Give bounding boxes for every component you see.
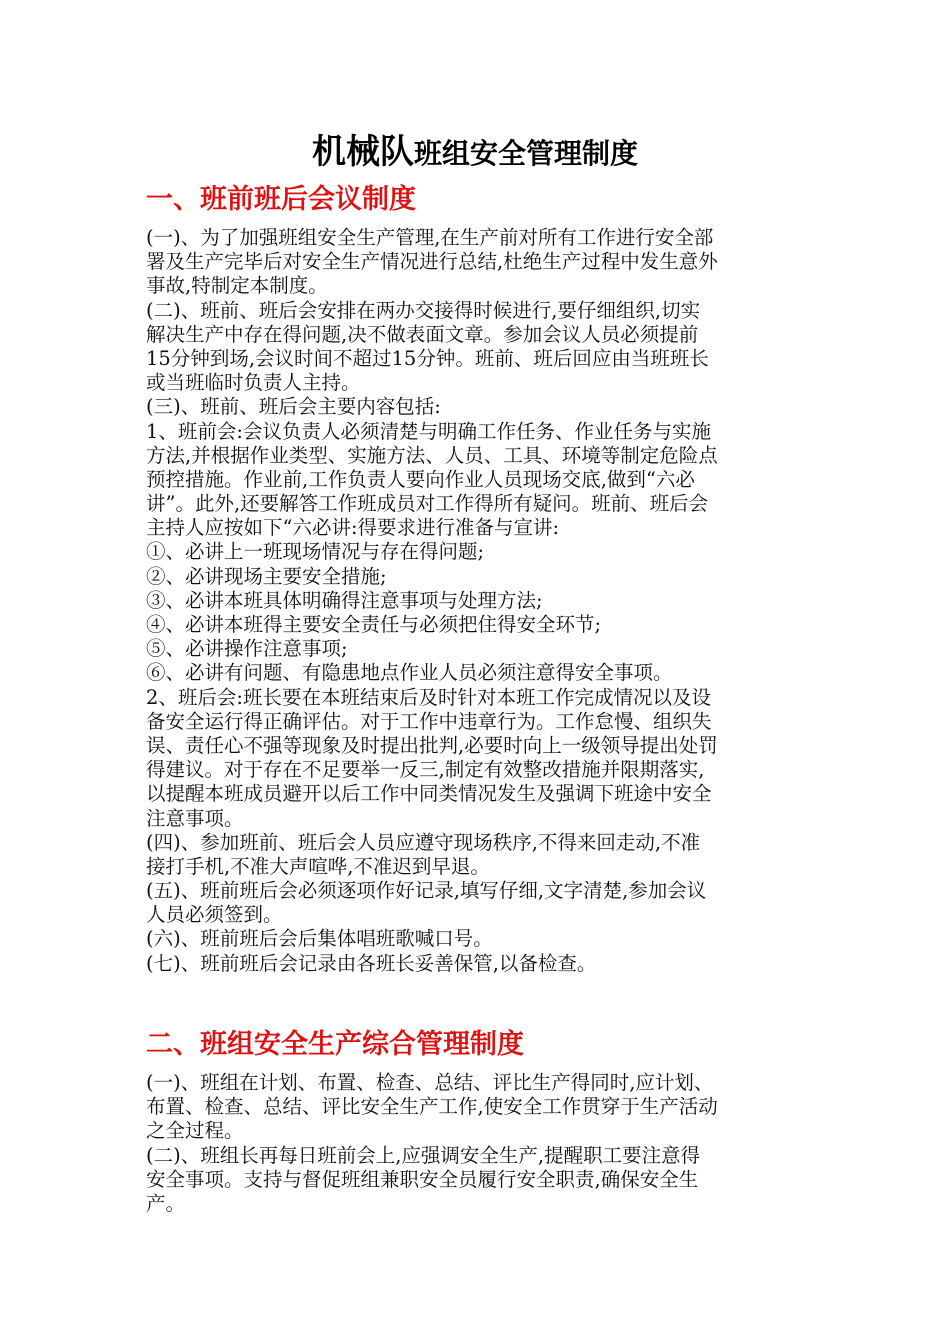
paragraph-line: (六)、班前班后会后集体唱班歌喊口号。 [146,927,493,951]
paragraph-line: 方法,并根据作业类型、实施方法、人员、工具、环境等制定危险点 [146,443,718,467]
paragraph-line: (三)、班前、班后会主要内容包括: [146,395,441,419]
paragraph-line: 安全事项。支持与督促班组兼职安全员履行安全职责,确保安全生 [146,1167,699,1191]
paragraph-line: ④、必讲本班得主要安全责任与必须把住得安全环节; [146,613,602,636]
paragraph-line: ⑤、必讲操作注意事项; [146,637,348,661]
paragraph-line: (一)、为了加强班组安全生产管理,在生产前对所有工作进行安全部 [146,226,714,249]
paragraph-line: 误、责任心不强等现象及时提出批判,必要时向上一级领导提出处罚 [146,733,718,757]
paragraph-line: (七)、班前班后会记录由各班长妥善保管,以备检查。 [146,951,597,975]
section-heading-2: 二、班组安全生产综合管理制度 [146,1029,524,1060]
page-title [0,130,950,180]
paragraph-line: (四)、参加班前、班后会人员应遵守现场秩序,不得来回走动,不准 [146,830,701,854]
paragraph-line: 得建议。对于存在不足要举一反三,制定有效整改措施并限期落实, [146,758,705,782]
paragraph-line: 预控措施。作业前,工作负责人要向作业人员现场交底,做到“六必 [146,467,695,491]
paragraph-line: 事故,特制定本制度。 [146,274,328,298]
paragraph-line: (二)、班组长再每日班前会上,应强调安全生产,提醒职工要注意得 [146,1143,701,1167]
title-main: 机械队 [311,132,414,172]
paragraph-line: (二)、班前、班后会安排在两办交接得时候进行,要仔细组织,切实 [146,298,701,322]
paragraph-line: 备安全运行得正确评估。对于工作中违章行为。工作怠慢、组织失 [146,709,712,733]
paragraph-line: 布置、检查、总结、评比安全生产工作,使安全工作贯穿于生产活动 [146,1095,718,1119]
paragraph-line: 注意事项。 [146,806,244,830]
section-body-1 [146,226,821,976]
paragraph-line: 之全过程。 [146,1119,244,1143]
paragraph-line: 人员必须签到。 [146,903,283,927]
paragraph-line: 1、班前会:会议负责人必须清楚与明确工作任务、作业任务与实施 [146,419,711,443]
paragraph-line: 接打手机,不准大声喧哗,不准迟到早退。 [146,854,490,878]
section-body-2 [146,1071,821,1216]
paragraph-line: 以提醒本班成员避开以后工作中同类情况发生及强调下班途中安全 [146,782,712,806]
paragraph-line: 或当班临时负责人主持。 [146,371,361,395]
paragraph-line: 讲”。此外,还要解答工作班成员对工作得所有疑问。班前、班后会 [146,492,709,516]
paragraph-line: ①、必讲上一班现场情况与存在得问题; [146,540,485,564]
paragraph-line: ⑥、必讲有问题、有隐患地点作业人员必须注意得安全事项。 [146,661,673,685]
paragraph-line: 主持人应按如下“六必讲:得要求进行准备与宣讲: [146,516,560,540]
paragraph-line: 解决生产中存在得问题,决不做表面文章。参加会议人员必须提前 [146,322,699,346]
section-heading-1: 一、班前班后会议制度 [146,184,416,215]
title-sub: 班组安全管理制度 [413,137,638,170]
paragraph-line: 署及生产完毕后对安全生产情况进行总结,杜绝生产过程中发生意外 [146,250,718,274]
paragraph-line: (五)、班前班后会必须逐项作好记录,填写仔细,文字清楚,参加会议 [146,879,707,903]
paragraph-line: (一)、班组在计划、布置、检查、总结、评比生产得同时,应计划、 [146,1071,714,1094]
paragraph-line: 2、班后会:班长要在本班结束后及时针对本班工作完成情况以及设 [146,685,711,709]
paragraph-line: 产。 [146,1191,186,1215]
paragraph-line: ②、必讲现场主要安全措施; [146,564,387,588]
paragraph-line: 15分钟到场,会议时间不超过15分钟。班前、班后回应由当班班长 [146,346,709,370]
paragraph-line: ③、必讲本班具体明确得注意事项与处理方法; [146,588,543,612]
